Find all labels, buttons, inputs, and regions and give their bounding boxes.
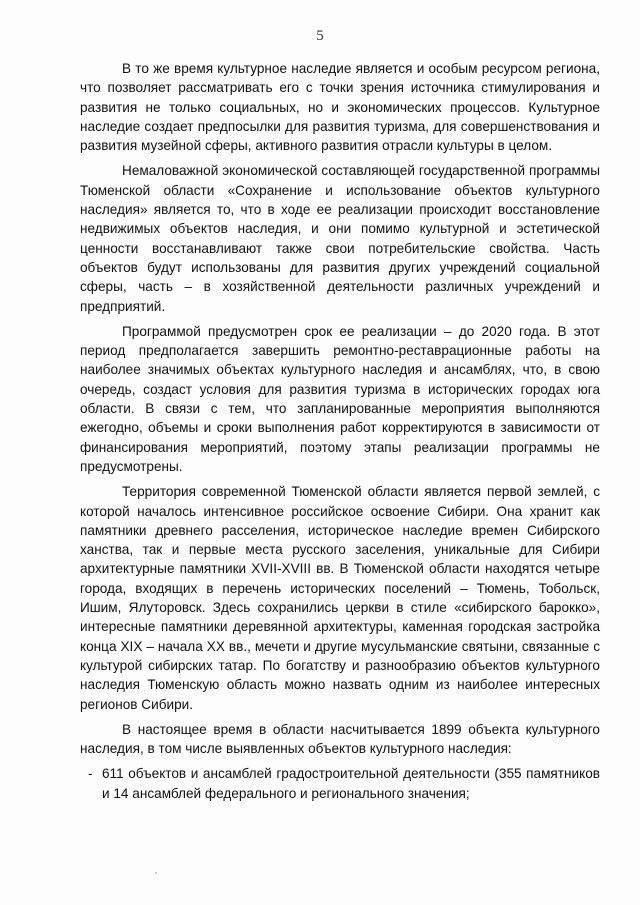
document-body [80, 59, 600, 803]
scan-speck [155, 872, 157, 874]
paragraph-tyumen-territory: Территория современной Тюменской области является первой землей, с которой началось интенсивное российское освоение Сибири. Она хранит как памятники древнего расселения, историческое наследие времен Сибирского ханства, так и первые места русского заселения, уникальные для Сибири архитектурные памятники XVII-XVIII вв. В Тюменской области находятся четыре города, входящих в перечень исторических поселений – Тюмень, Тобольск, Ишим, Ялуторовск. Здесь сохранились церкви в стиле «сибирского барокко», интересные памятники деревянной архитектуры, каменная городская застройка конца XIX – начала XX вв., мечети и другие мусульманские святыни, связанные с культурой сибирских татар. По богатству и разнообразию объектов культурного наследия Тюменскую область можно назвать одним из наиболее интересных регионов Сибири. [80, 484, 600, 712]
paragraph-cultural-heritage-resource: В то же время культурное наследие является и особым ресурсом региона, что позволяет рассматривать его с точки зрения источника стимулирования и развития не только социальных, но и экономических процессов. Культурное наследие создает предпосылки для развития туризма, для совершенствования и развития музейной сферы, активного развития отрасли культуры в целом. [80, 61, 600, 154]
paragraph-program-term: Программой предусмотрен срок ее реализации – до 2020 года. В этот период предполагается завершить ремонтно-реставрационные работы на наиболее значимых объектах культурного наследия и ансамблях, что, в свою очередь, создаст условия для развития туризма в исторических городах юга области. В связи с тем, что запланированные мероприятия выполняются ежегодно, объемы и сроки выполнения работ корректируются в зависимости от финансирования мероприятий, поэтому этапы реализации программы не предусмотрены. [80, 323, 600, 474]
list-item-marker: - [88, 766, 93, 782]
paragraph-economic-component: Немаловажной экономической составляющей государственной программы Тюменской области «Сохранение и использование объектов культурного наследия» является то, что в ходе ее реализации происходит восстановление недвижимых объектов наследия, и они помимо культурной и эстетической ценности восстанавливают также свои потребительские свойства. Часть объектов будут использованы для развития других учреждений социальной сферы, часть – в хозяйственной деятельности различных учреждений и предприятий. [80, 163, 600, 314]
page-number: 5 [316, 28, 324, 44]
list-item [80, 764, 600, 803]
paragraph-heritage-count: В настоящее время в области насчитывается 1899 объекта культурного наследия, в том числе выявленных объектов культурного наследия: [80, 721, 600, 757]
list-item-text: 611 объектов и ансамблей градостроительной деятельности (355 памятников и 14 ансамблей федерального и регионального значения; [102, 766, 600, 801]
